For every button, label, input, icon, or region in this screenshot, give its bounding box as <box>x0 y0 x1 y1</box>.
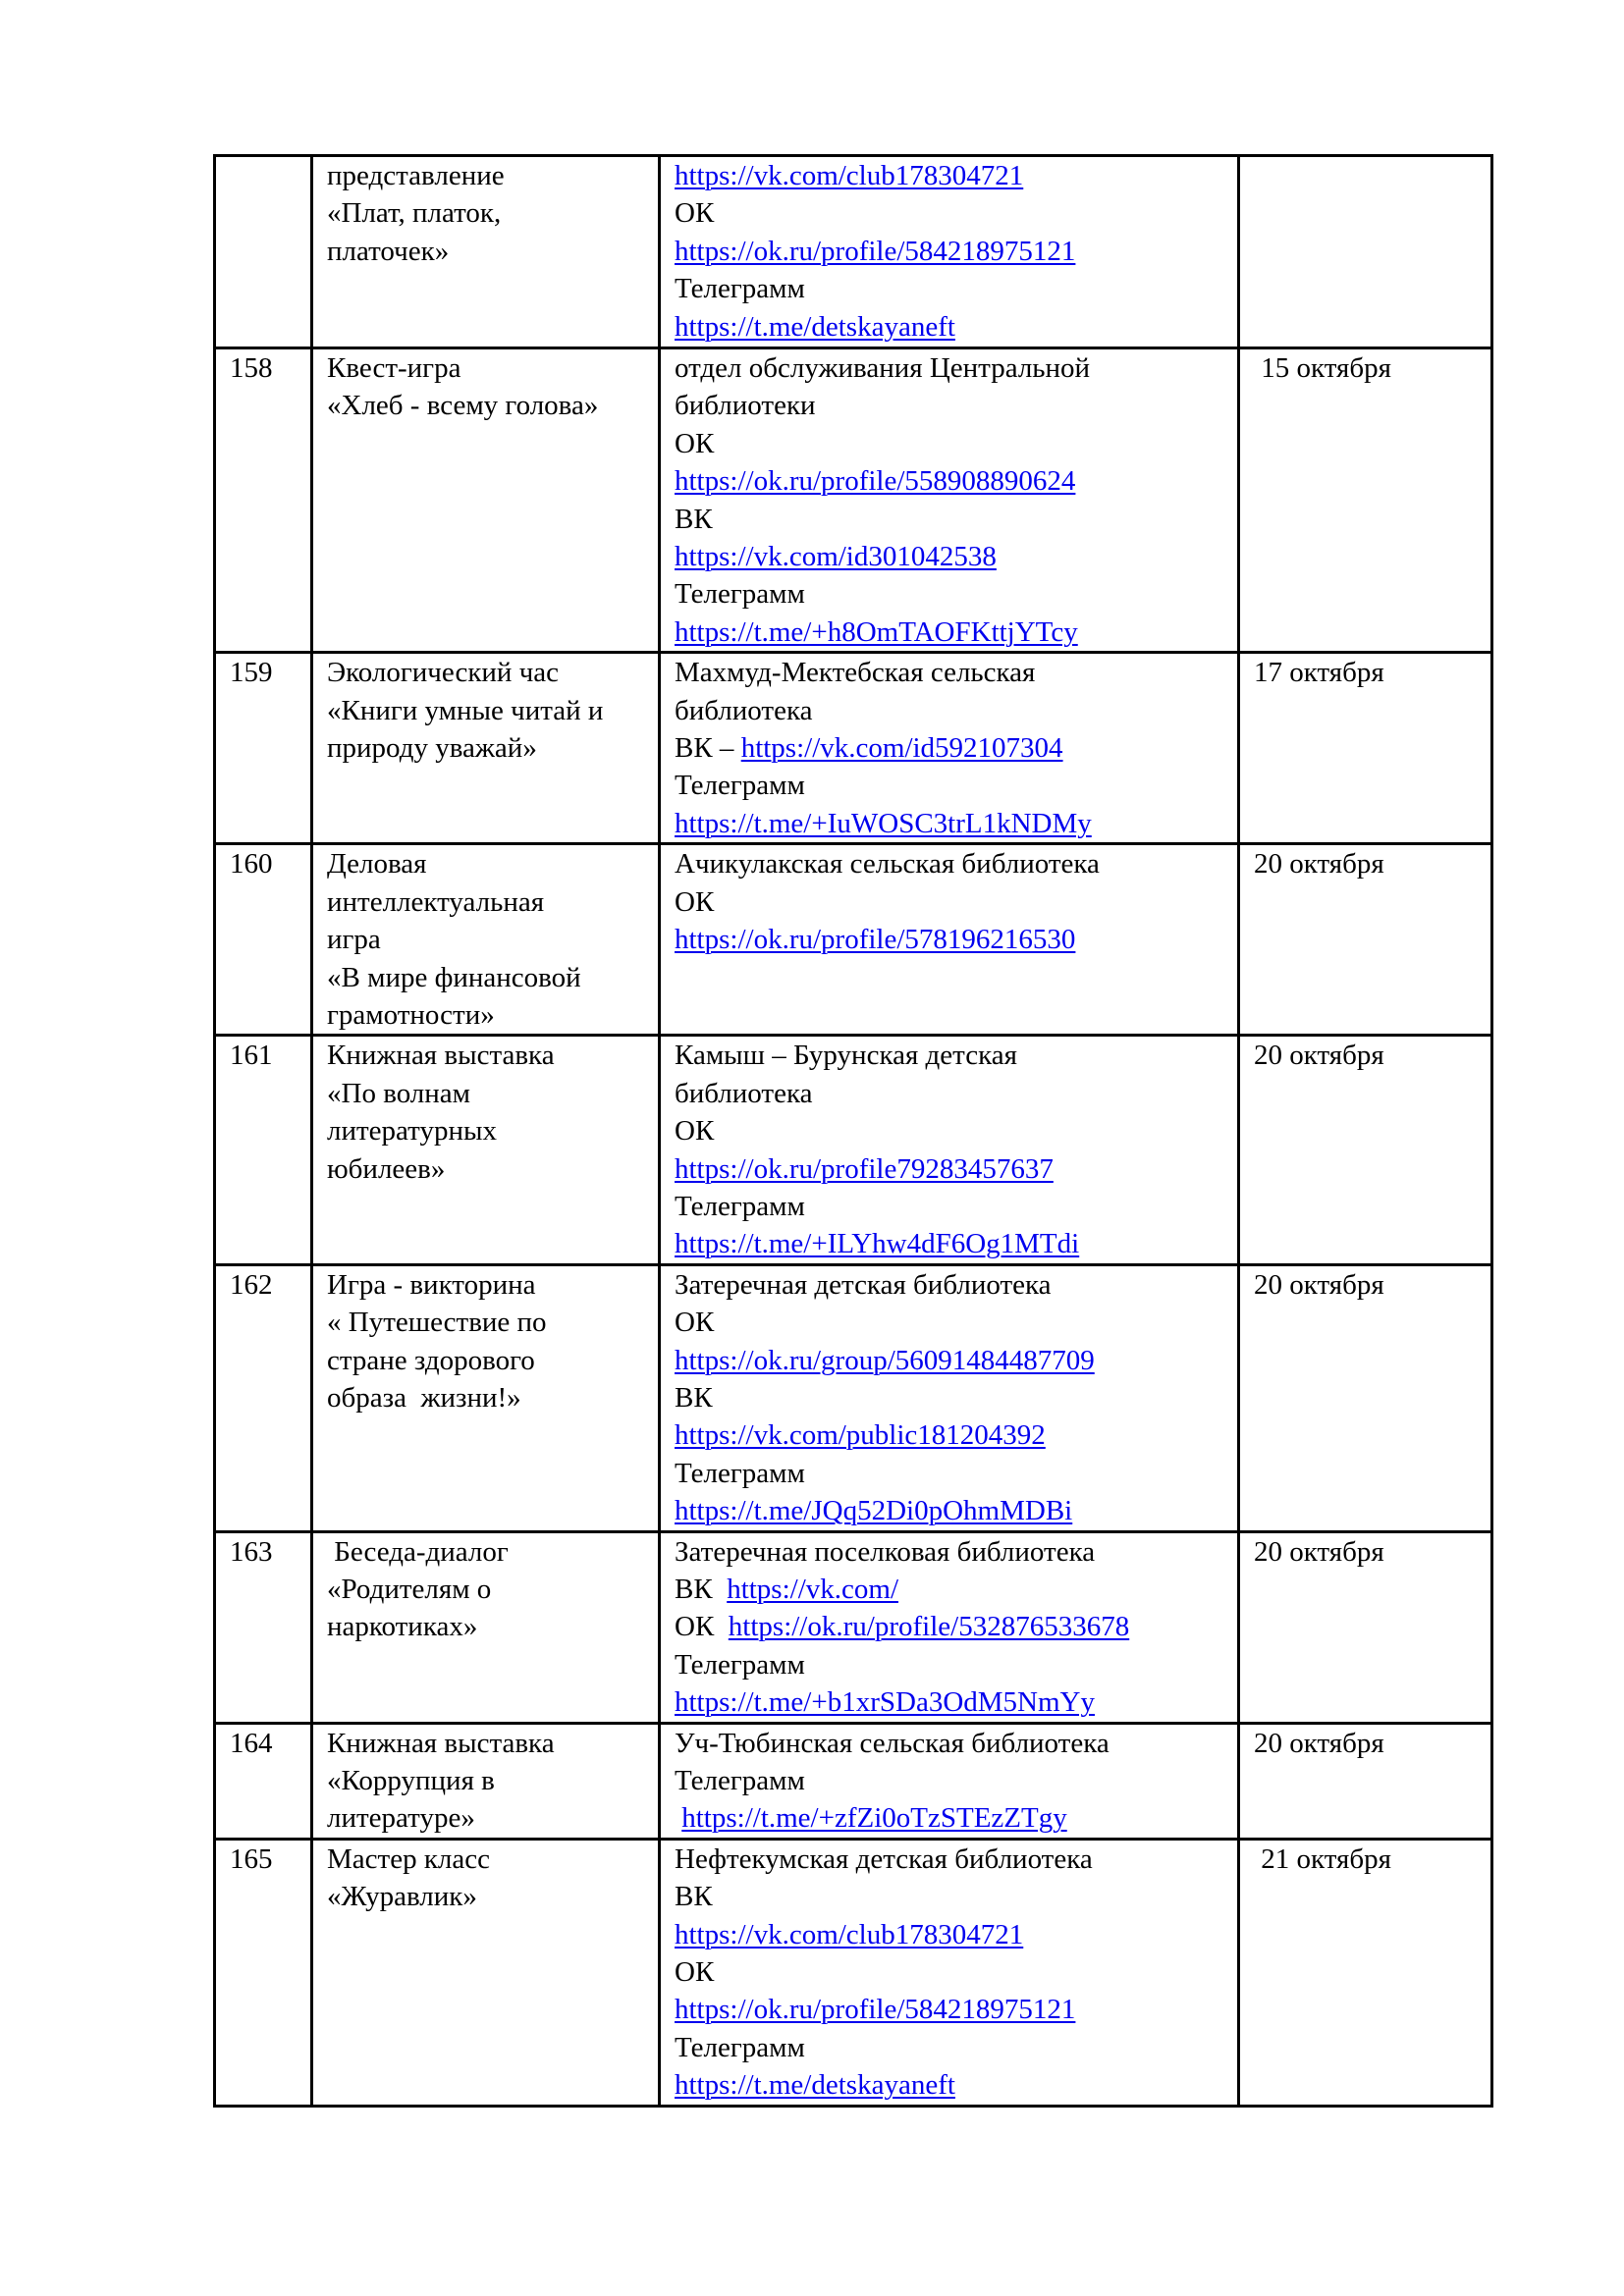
event-title-line: «По волнам <box>327 1077 471 1109</box>
venue-text: библиотеки <box>675 390 816 422</box>
venue-text: ВК <box>675 503 713 535</box>
venue-line <box>675 1725 1237 1762</box>
event-title-line: представление <box>327 160 505 191</box>
row-number-cell <box>215 844 312 1036</box>
event-title-line: образа жизни!» <box>327 1381 521 1414</box>
venue-line <box>675 575 1237 613</box>
venue-line <box>675 1455 1237 1492</box>
event-title-cell <box>312 1723 660 1839</box>
event-date: 15 октября <box>1254 352 1391 384</box>
venue-line <box>675 538 1237 575</box>
social-link[interactable]: https://t.me/+IuWOSC3trL1kNDMy <box>675 807 1092 839</box>
event-title-line: Игра - викторина <box>327 1268 536 1301</box>
venue-line <box>675 425 1237 462</box>
venue-line <box>675 1878 1237 1915</box>
venue-line <box>675 1762 1237 1799</box>
event-date: 20 октября <box>1254 1268 1384 1301</box>
social-link[interactable]: https://vk.com/id301042538 <box>675 541 997 573</box>
venue-text: ВК <box>675 1381 713 1414</box>
venue-cell <box>660 1723 1239 1839</box>
venue-text: Телеграмм <box>675 273 805 305</box>
event-title-cell <box>312 156 660 348</box>
social-link[interactable]: https://t.me/detskayaneft <box>675 310 955 343</box>
event-title-line: Мастер класс <box>327 1842 490 1875</box>
event-title-line: платочек» <box>327 235 450 267</box>
event-date-cell <box>1239 1723 1492 1839</box>
venue-text: ВК <box>675 1881 713 1913</box>
event-title-line: «Плат, платок, <box>327 197 502 230</box>
social-link[interactable]: https://t.me/+b1xrSDa3OdM5NmYy <box>675 1686 1095 1719</box>
row-number: 164 <box>230 1727 273 1759</box>
social-link[interactable]: https://t.me/+ILYhw4dF6Og1MTdi <box>675 1228 1080 1260</box>
event-title-line: «Книги умные читай и <box>327 694 604 726</box>
event-title-line: юбилеев» <box>327 1152 446 1185</box>
venue-text: ОК <box>675 885 715 918</box>
event-title-line: литературных <box>327 1115 497 1148</box>
social-link[interactable]: https://vk.com/public181204392 <box>675 1419 1046 1452</box>
event-title-line: Книжная выставка <box>327 1040 555 1072</box>
event-title-line: литературе» <box>327 1802 475 1835</box>
venue-text: Телеграмм <box>675 770 805 802</box>
social-link[interactable]: https://ok.ru/profile/558908890624 <box>675 465 1076 498</box>
venue-text: ОК <box>675 1956 715 1989</box>
table-row <box>215 348 1492 653</box>
event-title-line: «Родителям о <box>327 1574 492 1605</box>
row-number-cell <box>215 653 312 844</box>
event-title-line: игра <box>327 924 381 956</box>
venue-cell <box>660 844 1239 1036</box>
venue-line <box>675 921 1237 958</box>
venue-cell <box>660 156 1239 348</box>
event-date-cell <box>1239 348 1492 653</box>
table-row <box>215 653 1492 844</box>
event-date-cell <box>1239 653 1492 844</box>
event-title-cell <box>312 348 660 653</box>
table-row <box>215 1839 1492 2106</box>
row-number-cell <box>215 1531 312 1723</box>
table-row <box>215 1723 1492 1839</box>
row-number-cell <box>215 1264 312 1531</box>
venue-line <box>675 692 1237 729</box>
venue-line <box>675 2066 1237 2104</box>
table-row <box>215 156 1492 348</box>
venue-cell <box>660 348 1239 653</box>
social-link[interactable]: https://ok.ru/profile/584218975121 <box>675 1994 1076 2026</box>
event-date: 17 октября <box>1254 657 1384 689</box>
venue-line <box>675 1188 1237 1225</box>
social-link[interactable]: https://vk.com/id592107304 <box>740 732 1063 765</box>
social-link[interactable]: https://ok.ru/profile/584218975121 <box>675 235 1076 267</box>
venue-line <box>675 1112 1237 1149</box>
venue-line <box>675 270 1237 307</box>
venue-text: Телеграмм <box>675 1457 805 1489</box>
venue-line <box>675 1841 1237 1878</box>
table-row <box>215 1036 1492 1264</box>
event-date-cell <box>1239 1264 1492 1531</box>
event-title-line: стране здорового <box>327 1344 535 1376</box>
venue-text: Телеграмм <box>675 1190 805 1222</box>
venue-line <box>675 1225 1237 1262</box>
venue-line <box>675 1416 1237 1454</box>
event-title-line: Беседа-диалог <box>327 1535 509 1568</box>
row-number: 162 <box>230 1268 273 1301</box>
venue-line <box>675 1492 1237 1529</box>
event-title-line: природу уважай» <box>327 732 537 765</box>
event-date-cell <box>1239 1036 1492 1264</box>
venue-line <box>675 387 1237 424</box>
row-number: 165 <box>230 1842 273 1875</box>
venue-line <box>675 1799 1237 1837</box>
venue-line <box>675 1533 1237 1571</box>
event-title-line: наркотиках» <box>327 1611 478 1643</box>
event-date-cell <box>1239 844 1492 1036</box>
venue-line <box>675 233 1237 270</box>
venue-text: Камыш – Бурунская детская <box>675 1040 1017 1072</box>
venue-line <box>675 1953 1237 1991</box>
venue-text: ВК <box>675 1574 728 1605</box>
venue-text: Нефтекумская детская библиотека <box>675 1842 1093 1875</box>
venue-line <box>675 1266 1237 1304</box>
venue-text: Телеграмм <box>675 1765 805 1797</box>
venue-text: Телеграмм <box>675 578 805 611</box>
venue-text: Затеречная поселковая библиотека <box>675 1535 1096 1568</box>
event-title-line: «Коррупция в <box>327 1765 495 1797</box>
row-number-cell <box>215 348 312 653</box>
venue-line <box>675 654 1237 691</box>
event-date: 21 октября <box>1254 1842 1391 1875</box>
venue-text: Телеграмм <box>675 1648 805 1681</box>
venue-line <box>675 1608 1237 1645</box>
venue-line <box>675 883 1237 921</box>
venue-line <box>675 501 1237 538</box>
social-link[interactable]: https://ok.ru/profile/578196216530 <box>675 924 1076 956</box>
event-title-line: грамотности» <box>327 998 495 1031</box>
venue-line <box>675 1379 1237 1416</box>
event-date-cell <box>1239 156 1492 348</box>
event-title-line: «В мире финансовой <box>327 961 581 993</box>
venue-line <box>675 1075 1237 1112</box>
venue-line <box>675 614 1237 651</box>
venue-line <box>675 462 1237 500</box>
social-link[interactable]: https://ok.ru/group/56091484487709 <box>675 1344 1095 1376</box>
venue-text: Затеречная детская библиотека <box>675 1268 1052 1301</box>
row-number-cell <box>215 1036 312 1264</box>
event-title-cell <box>312 1839 660 2106</box>
venue-text: Махмуд-Мектебская сельская <box>675 657 1036 689</box>
social-link[interactable]: https://vk.com/club178304721 <box>675 1918 1024 1950</box>
venue-text: ОК <box>675 1307 715 1339</box>
venue-line <box>675 1342 1237 1379</box>
event-date: 20 октября <box>1254 1727 1384 1759</box>
social-link[interactable]: https://t.me/JQq52Di0pOhmMDBi <box>675 1495 1073 1527</box>
venue-line <box>675 1150 1237 1188</box>
venue-text: библиотека <box>675 694 813 726</box>
venue-text: ОК <box>675 1115 715 1148</box>
venue-cell <box>660 1036 1239 1264</box>
venue-line <box>675 1916 1237 1953</box>
event-date: 20 октября <box>1254 848 1384 881</box>
venue-line <box>675 349 1237 387</box>
social-link[interactable]: https://t.me/+zfZi0oTzSTEzZTgy <box>681 1802 1067 1835</box>
table-row <box>215 844 1492 1036</box>
event-title-line: Книжная выставка <box>327 1727 555 1759</box>
event-date: 20 октября <box>1254 1040 1384 1072</box>
event-title-line: Экологический час <box>327 657 560 689</box>
table-row <box>215 1264 1492 1531</box>
venue-text: ВК – <box>675 732 741 765</box>
social-link[interactable]: https://vk.com/club178304721 <box>675 160 1024 191</box>
venue-text: ОК <box>675 197 715 230</box>
event-title-line: « Путешествие по <box>327 1307 547 1339</box>
social-link[interactable]: https://t.me/detskayaneft <box>675 2069 955 2102</box>
venue-line <box>675 1646 1237 1683</box>
events-table <box>213 154 1493 2108</box>
events-table-body <box>215 156 1492 2107</box>
row-number: 163 <box>230 1535 273 1568</box>
venue-text: Уч-Тюбинская сельская библиотека <box>675 1727 1110 1759</box>
row-number: 159 <box>230 657 273 689</box>
venue-line <box>675 805 1237 842</box>
venue-text: Телеграмм <box>675 2031 805 2063</box>
event-title-cell <box>312 844 660 1036</box>
venue-cell <box>660 1264 1239 1531</box>
event-title-cell <box>312 1264 660 1531</box>
row-number: 161 <box>230 1040 273 1072</box>
table-row <box>215 1531 1492 1723</box>
venue-cell <box>660 653 1239 844</box>
venue-cell <box>660 1531 1239 1723</box>
venue-line <box>675 1571 1237 1608</box>
social-link[interactable]: https://ok.ru/profile79283457637 <box>675 1152 1054 1185</box>
venue-line <box>675 1683 1237 1721</box>
event-title-line: «Хлеб - всему голова» <box>327 390 599 422</box>
venue-line <box>675 1304 1237 1341</box>
event-date-cell <box>1239 1531 1492 1723</box>
event-title-line: Квест-игра <box>327 352 461 384</box>
row-number: 160 <box>230 848 273 881</box>
row-number: 158 <box>230 352 273 384</box>
venue-line <box>675 767 1237 804</box>
venue-text: ОК <box>675 1611 729 1643</box>
venue-text: библиотека <box>675 1077 813 1109</box>
venue-line <box>675 308 1237 346</box>
event-title-cell <box>312 1036 660 1264</box>
event-title-cell <box>312 653 660 844</box>
venue-line <box>675 157 1237 194</box>
row-number-cell <box>215 156 312 348</box>
social-link[interactable]: https://vk.com/ <box>727 1574 898 1605</box>
event-title-line: интеллектуальная <box>327 885 545 918</box>
venue-line <box>675 1037 1237 1074</box>
venue-text: отдел обслуживания Центральной <box>675 352 1091 384</box>
venue-line <box>675 194 1237 232</box>
event-date: 20 октября <box>1254 1535 1384 1568</box>
venue-text: Ачикулакская сельская библиотека <box>675 848 1100 881</box>
row-number-cell <box>215 1839 312 2106</box>
venue-line <box>675 1991 1237 2028</box>
event-title-line: «Журавлик» <box>327 1881 477 1913</box>
social-link[interactable]: https://ok.ru/profile/532876533678 <box>728 1611 1130 1643</box>
event-title-cell <box>312 1531 660 1723</box>
venue-line <box>675 729 1237 767</box>
event-date-cell <box>1239 1839 1492 2106</box>
venue-line <box>675 845 1237 882</box>
venue-line <box>675 2029 1237 2066</box>
venue-text: ОК <box>675 427 715 459</box>
social-link[interactable]: https://t.me/+h8OmTAOFKttjYTcy <box>675 615 1078 648</box>
row-number-cell <box>215 1723 312 1839</box>
event-title-line: Деловая <box>327 848 427 881</box>
venue-cell <box>660 1839 1239 2106</box>
